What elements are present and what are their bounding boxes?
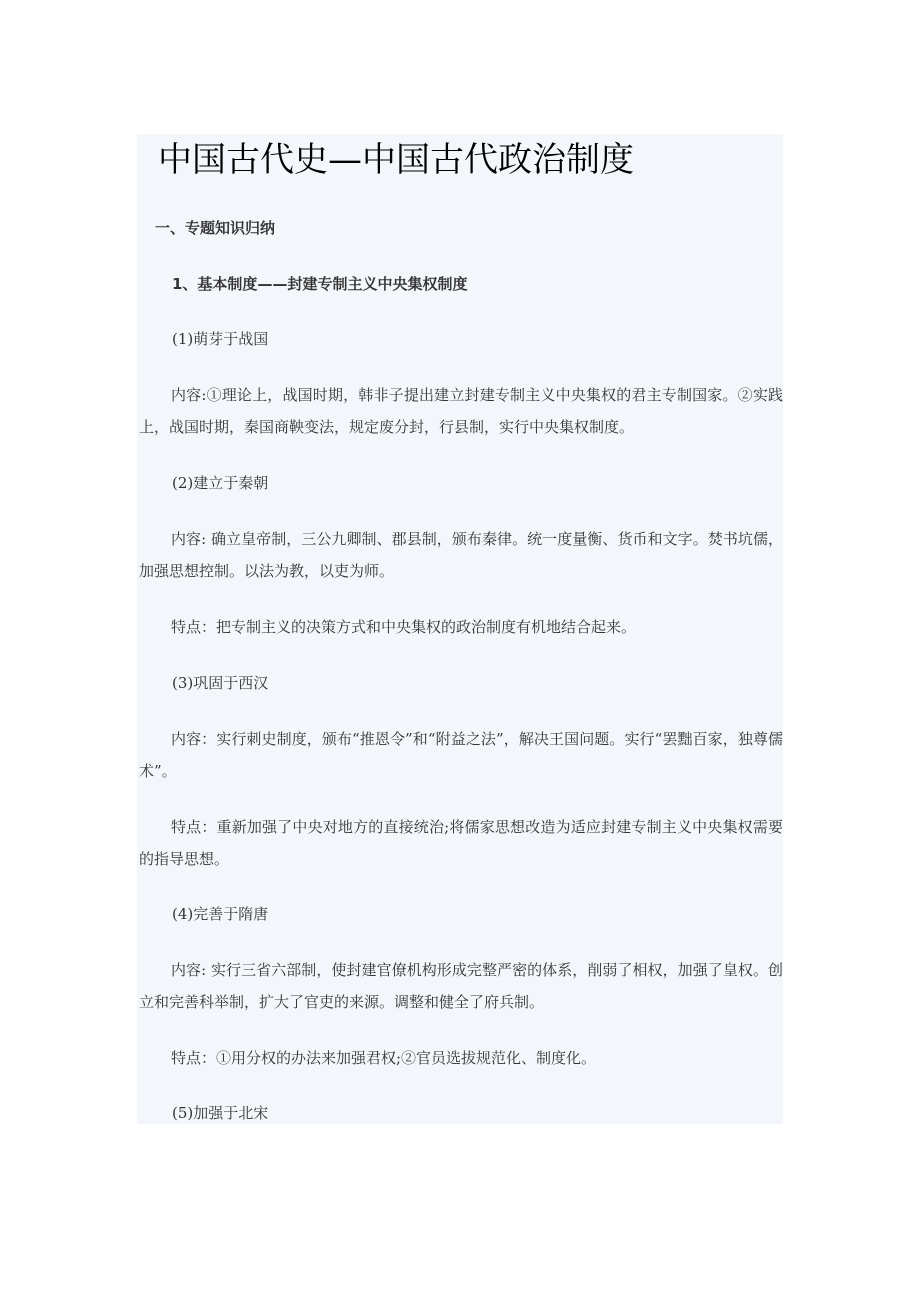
stage-heading-2: (2)建立于秦朝 (172, 474, 269, 492)
stage-4-content: 内容: 实行三省六部制，使封建官僚机构形成完整严密的体系，削弱了相权，加强了皇权。创立和完善科举制，扩大了官吏的来源。调整和健全了府兵制。 (139, 961, 783, 1011)
stage-heading-3: (3)巩固于西汉 (172, 674, 269, 692)
stage-heading-1: (1)萌芽于战国 (172, 330, 269, 348)
stage-3-features: 特点：重新加强了中央对地方的直接统治;将儒家思想改造为适应封建专制主义中央集权需要的指导思想。 (139, 818, 783, 868)
stage-1-content: 内容:①理论上，战国时期，韩非子提出建立封建专制主义中央集权的君主专制国家。②实践上，战国时期，秦国商鞅变法，规定废分封，行县制，实行中央集权制度。 (139, 386, 783, 436)
stage-2-features: 特点：把专制主义的决策方式和中央集权的政治制度有机地结合起来。 (171, 618, 637, 636)
stage-heading-5: (5)加强于北宋 (172, 1104, 269, 1122)
stage-heading-4: (4)完善于隋唐 (172, 905, 269, 923)
stage-2-content: 内容: 确立皇帝制，三公九卿制、郡县制，颁布秦律。统一度量衡、货币和文字。焚书坑儒，加强思想控制。以法为教，以吏为师。 (139, 530, 783, 580)
stage-3-content: 内容：实行刺史制度，颁布“推恩令”和“附益之法”，解决王国问题。实行“罢黜百家，独尊儒术”。 (139, 730, 783, 780)
section-heading: 一、专题知识归纳 (155, 219, 276, 237)
stage-4-features: 特点：①用分权的办法来加强君权;②官员选拔规范化、制度化。 (171, 1049, 597, 1067)
page-title: 中国古代史—中国古代政治制度 (158, 140, 634, 180)
subsection-heading: 1、基本制度——封建专制主义中央集权制度 (172, 275, 468, 293)
